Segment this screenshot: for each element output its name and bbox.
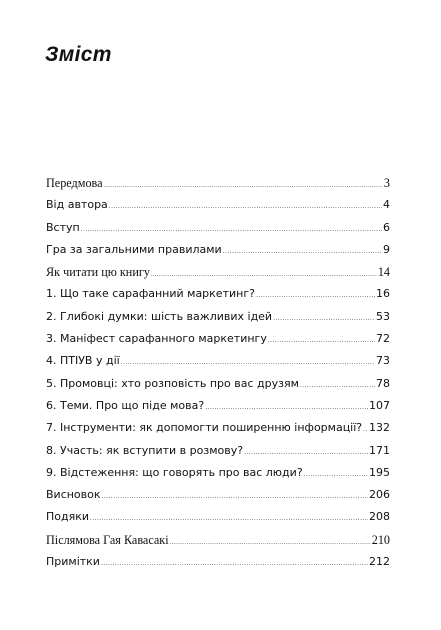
toc-page-number: 9 <box>383 242 390 256</box>
dot-leader <box>104 183 383 189</box>
toc-entry-label: Примітки <box>46 555 100 569</box>
dot-leader <box>244 450 368 456</box>
dot-leader <box>101 561 368 567</box>
dot-leader <box>268 338 375 344</box>
toc-entry <box>46 283 390 305</box>
toc-page-number: 78 <box>376 376 390 390</box>
toc-entry-label: Вступ <box>46 220 80 234</box>
dot-leader <box>304 472 368 478</box>
toc-entry-label: 4. ПТІУВ у дії <box>46 354 120 368</box>
toc-entry-label: 7. Інструменти: як допомогти поширенню інформації? <box>46 421 363 435</box>
dot-leader <box>205 405 368 411</box>
toc-entry-label: 6. Теми. Про що піде мова? <box>46 398 205 412</box>
toc-entry <box>46 217 390 239</box>
toc-page-number: 3 <box>383 176 390 190</box>
dot-leader <box>223 249 382 255</box>
toc-page-number: 6 <box>383 220 390 234</box>
dot-leader <box>363 427 368 433</box>
toc-entry <box>46 328 390 350</box>
toc-entry-label: Подяки <box>46 510 90 524</box>
toc-page-number: 208 <box>369 510 390 524</box>
toc-entry-label: 3. Маніфест сарафанного маркетингу <box>46 332 267 346</box>
toc-page-number: 72 <box>376 332 390 346</box>
dot-leader <box>256 293 375 299</box>
toc-page-number: 195 <box>369 465 390 479</box>
toc-page-number: 171 <box>369 443 390 457</box>
toc-entry <box>46 350 390 372</box>
toc-entry-label: Передмова <box>46 176 103 190</box>
toc-entry-label: Від автора <box>46 198 108 212</box>
toc-entry <box>46 462 390 484</box>
toc-entry <box>46 239 390 261</box>
toc-entry-label: Гра за загальними правилами <box>46 242 222 256</box>
toc-page-number: 206 <box>369 488 390 502</box>
toc-page-number: 107 <box>369 398 390 412</box>
dot-leader <box>273 316 375 322</box>
toc-entry <box>46 172 390 194</box>
toc-entry-label: 9. Відстеження: що говорять про вас люди? <box>46 465 303 479</box>
toc-entry-label: 1. Що таке сарафанний маркетинг? <box>46 287 255 301</box>
dot-leader <box>102 494 368 500</box>
toc-page-number: 210 <box>371 532 390 547</box>
toc-entry-label: 5. Промовці: хто розповість про вас друзям <box>46 376 299 390</box>
toc-entry <box>46 306 390 328</box>
dot-leader <box>300 383 375 389</box>
table-of-contents <box>46 172 390 573</box>
toc-entry <box>46 506 390 528</box>
toc-entry <box>46 440 390 462</box>
dot-leader <box>81 227 382 233</box>
toc-entry-label: Висновок <box>46 488 101 502</box>
toc-entry-label: 2. Глибокі думки: шість важливих ідей <box>46 309 273 323</box>
toc-entry-label: Післямова Гая Кавасакі <box>46 532 169 547</box>
toc-page-number: 4 <box>383 198 390 212</box>
toc-page-number: 212 <box>369 555 390 569</box>
toc-entry <box>46 484 390 506</box>
toc-entry <box>46 261 390 283</box>
toc-page-number: 73 <box>376 354 390 368</box>
toc-page-number: 14 <box>377 265 390 280</box>
toc-page-number: 53 <box>376 309 390 323</box>
toc-entry <box>46 373 390 395</box>
toc-entry <box>46 529 390 551</box>
dot-leader <box>170 540 371 546</box>
toc-entry <box>46 395 390 417</box>
toc-entry <box>46 194 390 216</box>
dot-leader <box>151 272 377 278</box>
toc-entry <box>46 551 390 573</box>
toc-entry-label: 8. Участь: як вступити в розмову? <box>46 443 244 457</box>
toc-entry <box>46 417 390 439</box>
dot-leader <box>121 360 375 366</box>
page-title: Зміст <box>45 43 112 66</box>
toc-entry-label: Як читати цю книгу <box>46 265 150 280</box>
dot-leader <box>90 516 368 522</box>
toc-page-number: 132 <box>369 421 390 435</box>
toc-page-number: 16 <box>376 287 390 301</box>
dot-leader <box>109 204 382 210</box>
